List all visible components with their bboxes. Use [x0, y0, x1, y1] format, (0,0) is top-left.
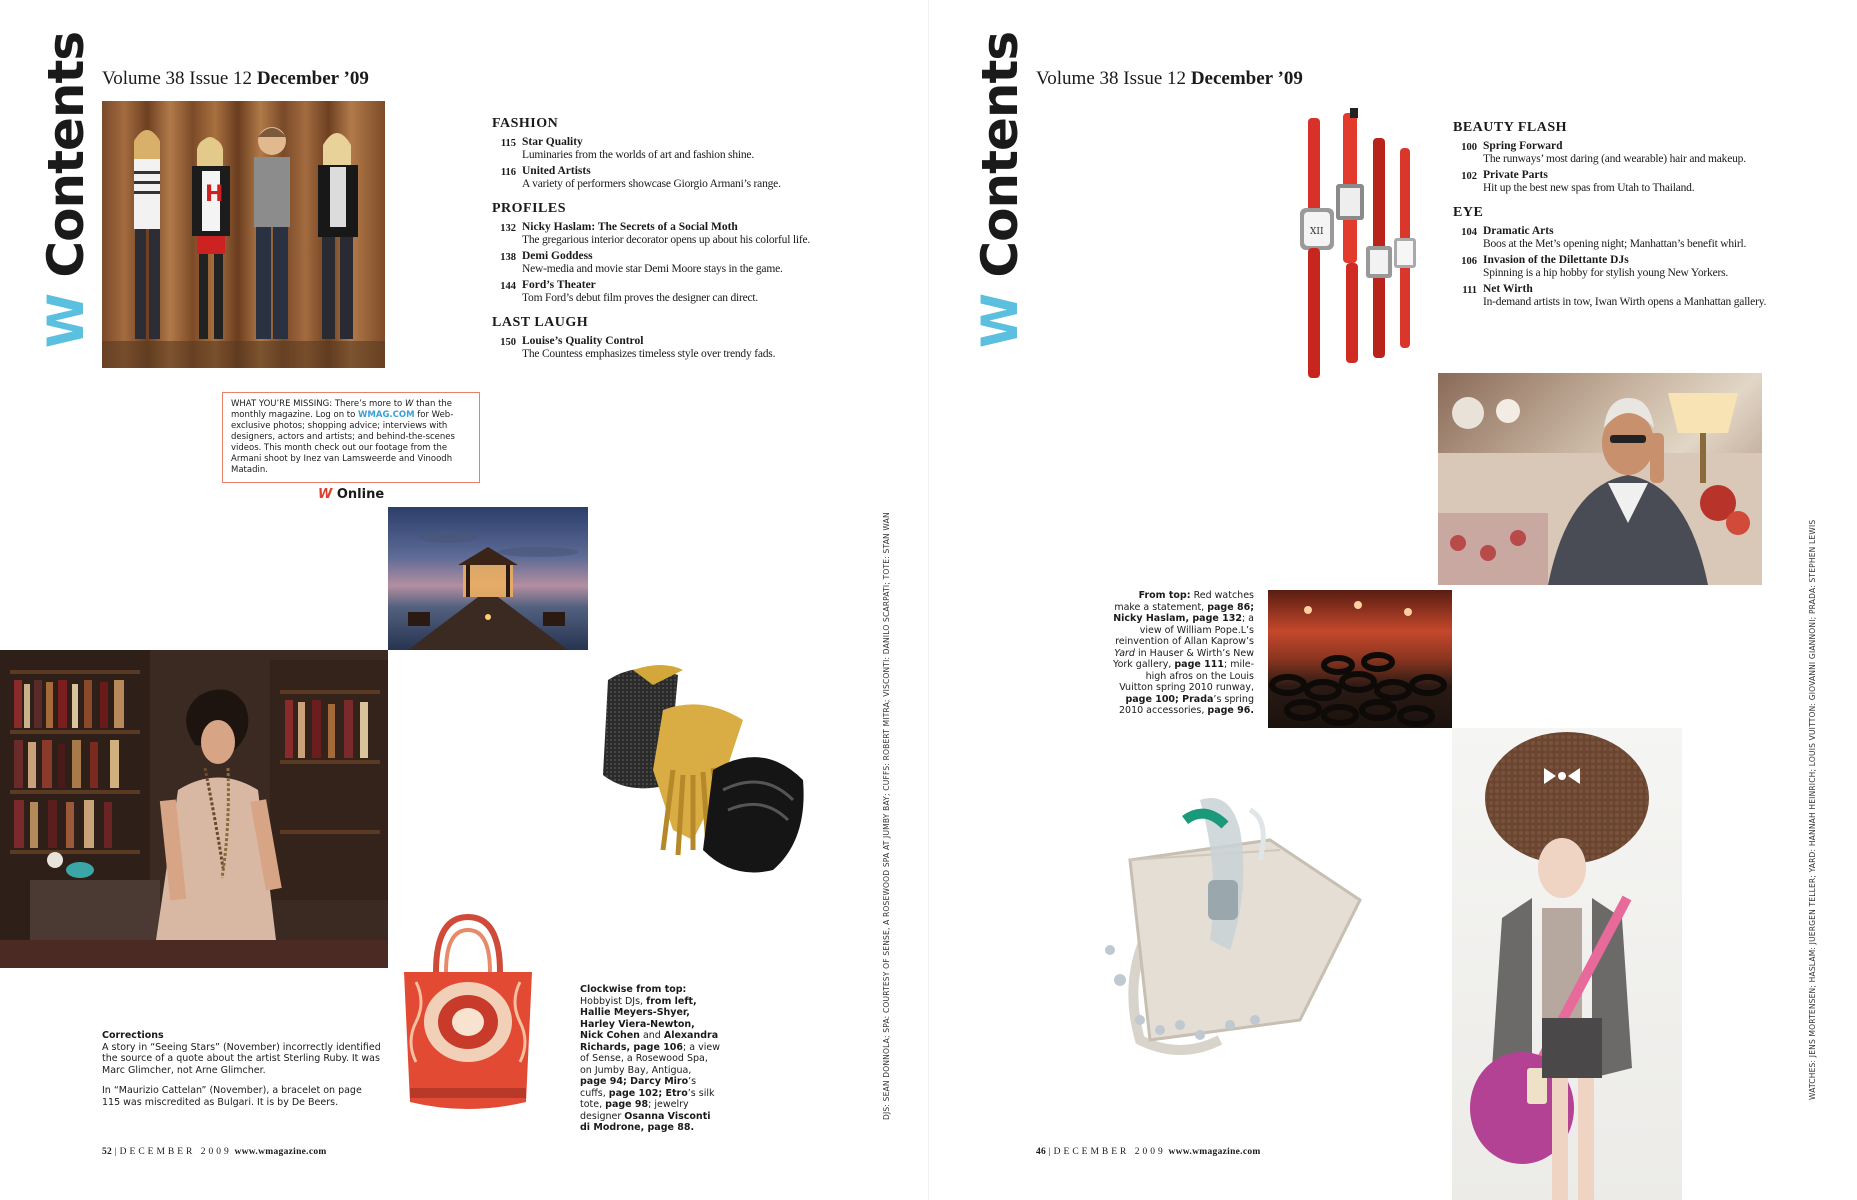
louis-vuitton-runway-photo	[1452, 728, 1682, 1200]
group-photo-star-quality	[102, 101, 385, 368]
w-online-box: WHAT YOU’RE MISSING: There’s more to W than the monthly magazine. Log on to WMAG.COM for Web-exclusive photos; shopping advice; interviews with designers, actors and artists; and behind-the-scenes videos. This month check out our footage from the Armani shoot by Inez van Lamsweerde and Vinoodh Matadin.	[222, 392, 480, 483]
corrections-block	[102, 1030, 382, 1108]
volume-issue-left: Volume 38 Issue 12 December ’09	[102, 68, 369, 89]
toc-section-heading: LAST LAUGH	[492, 315, 589, 330]
spread-gutter	[928, 0, 929, 1200]
corrections-p2: In “Maurizio Cattelan” (November), a bracelet on page 115 was miscredited as Bulgari. It is by De Beers.	[102, 1085, 362, 1108]
folio-left: 52 | DECEMBER 2009 www.wmagazine.com	[102, 1147, 327, 1157]
toc-left	[492, 108, 912, 364]
corrections-p1: A story in “Seeing Stars” (November) incorrectly identified the source of a quote about the artist Sterling Ruby. It was Marc Glimcher, not Arne Glimcher.	[102, 1041, 381, 1076]
red-watches-photo	[1288, 108, 1428, 388]
toc-section-heading: BEAUTY FLASH	[1453, 120, 1568, 135]
spa-photo	[388, 507, 588, 650]
toc-entry[interactable]: 150 Louise’s Quality Control The Countess emphasizes timeless style over trendy fads.	[500, 335, 776, 360]
visconti-photo	[0, 650, 388, 968]
etro-tote-photo	[396, 902, 540, 1114]
yard-installation-photo	[1268, 590, 1452, 728]
toc-entry[interactable]: 115 Star Quality Luminaries from the worlds of art and fashion shine.	[500, 136, 754, 161]
toc-right	[1453, 112, 1857, 312]
photo-credit-right: WATCHES: JENS MORTENSEN; HASLAM: JUERGEN TELLER; YARD: HANNAH HEINRICH; LOUIS VUITTON: GIOVANNI GIANNONI; PRADA: STEPHEN LEWIS	[1808, 519, 1817, 1100]
svg-text:H: H	[205, 182, 224, 207]
contents-logo-right: W Contents	[971, 31, 1029, 349]
toc-section-heading: EYE	[1453, 205, 1484, 220]
svg-text:XII: XII	[1310, 227, 1324, 237]
prada-accessories-photo	[1090, 780, 1370, 1080]
toc-section-heading: PROFILES	[492, 201, 567, 216]
folio-right: 46 | DECEMBER 2009 www.wmagazine.com	[1036, 1147, 1261, 1157]
photo-caption-right: From top: Red watches make a statement, page 86; Nicky Haslam, page 132; a view of William Pope.L’s reinvention of Allan Kaprow’s Yard in Hauser & Wirth’s New York gallery, page 111; mile-high afros on the Louis Vuitton spring 2010 runway, page 100; Prada’s spring 2010 accessories, page 96.	[1113, 590, 1254, 716]
cuffs-photo	[593, 650, 813, 880]
toc-entry[interactable]: 104 Dramatic Arts Boos at the Met’s opening night; Manhattan’s benefit whirl.	[1461, 225, 1747, 250]
corrections-heading: Corrections	[102, 1030, 164, 1041]
toc-section-heading: FASHION	[492, 116, 559, 131]
contents-logo-left: W Contents	[37, 31, 95, 349]
photo-credit-left: DJS: SEAN DONNOLA; SPA: COURTESY OF SENSE, A ROSEWOOD SPA AT JUMBY BAY; CUFFS: ROBERT MITRA; VISCONTI: DANILO SCARPATI; TOTE: STAN WAN	[882, 512, 891, 1120]
toc-entry[interactable]: 116 United Artists A variety of performers showcase Giorgio Armani’s range.	[500, 165, 781, 190]
nicky-haslam-photo	[1438, 373, 1762, 585]
wmag-link[interactable]: WMAG.COM	[358, 410, 415, 420]
toc-entry[interactable]: 102 Private Parts Hit up the best new spas from Utah to Thailand.	[1461, 169, 1695, 194]
photo-caption-left: Clockwise from top: Hobbyist DJs, from left, Hallie Meyers-Shyer, Harley Viera-Newton, Nick Cohen and Alexandra Richards, page 106; a view of Sense, a Rosewood Spa, on Jumby Bay, Antigua, page 94; Darcy Miro’s cuffs, page 102; Etro’s silk tote, page 98; jewelry designer Osanna Visconti di Modrone, page 88.	[580, 984, 720, 1133]
volume-issue-right: Volume 38 Issue 12 December ’09	[1036, 68, 1303, 89]
w-online-label: W Online	[318, 487, 385, 502]
toc-entry[interactable]: 106 Invasion of the Dilettante DJs Spinning is a hip hobby for stylish young New Yorkers.	[1461, 254, 1729, 279]
toc-entry[interactable]: 111 Net Wirth In-demand artists in tow, Iwan Wirth opens a Manhattan gallery.	[1462, 283, 1767, 308]
toc-entry[interactable]: 132 Nicky Haslam: The Secrets of a Social Moth The gregarious interior decorator opens up about his colorful life.	[500, 221, 811, 246]
toc-entry[interactable]: 138 Demi Goddess New-media and movie star Demi Moore stays in the game.	[500, 250, 783, 275]
toc-entry[interactable]: 144 Ford’s Theater Tom Ford’s debut film proves the designer can direct.	[500, 279, 759, 304]
toc-entry[interactable]: 100 Spring Forward The runways’ most daring (and wearable) hair and makeup.	[1461, 140, 1746, 165]
